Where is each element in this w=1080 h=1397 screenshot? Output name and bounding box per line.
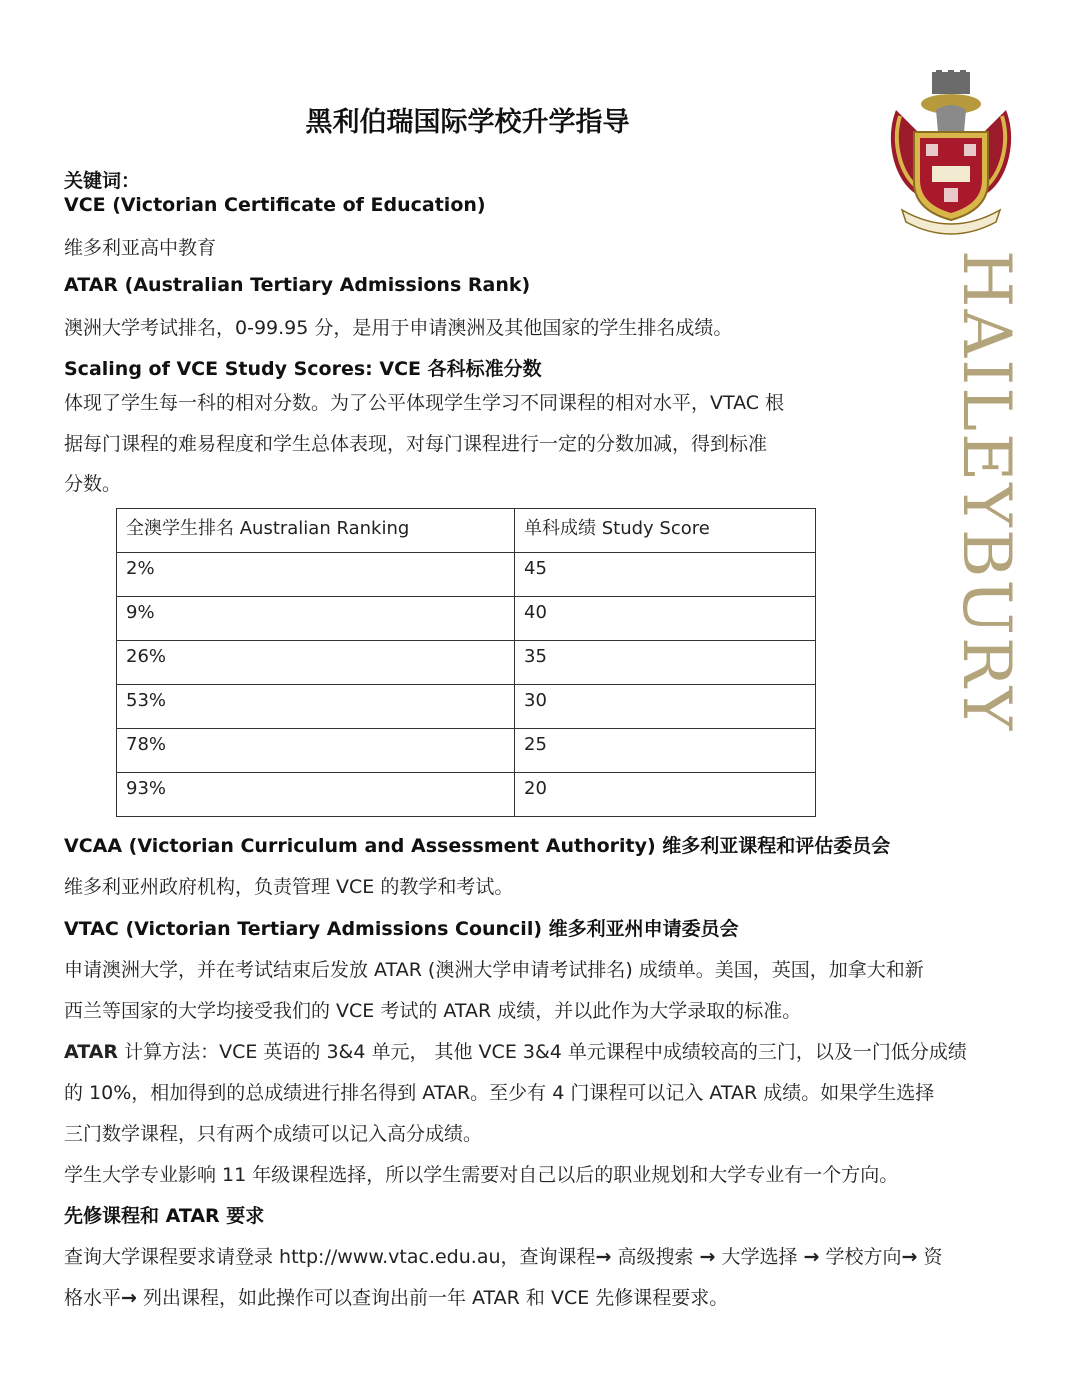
arrow-icon: → xyxy=(699,1246,716,1268)
vce-term: VCE (Victorian Certificate of Education) xyxy=(64,194,486,216)
score-cell: 25 xyxy=(515,729,816,773)
score-cell: 35 xyxy=(515,641,816,685)
atar-calc-label: ATAR xyxy=(64,1041,119,1063)
step-text: 大学选择 xyxy=(715,1246,804,1268)
vcaa-term: VCAA (Victorian Curriculum and Assessment Authority) 维多利亚课程和评估委员会 xyxy=(64,835,891,857)
page-title: 黑利伯瑞国际学校升学指导 xyxy=(305,107,630,138)
ranking-cell: 26% xyxy=(117,641,515,685)
prereq-term: 先修课程和 ATAR 要求 xyxy=(64,1205,265,1227)
table-header-row xyxy=(117,509,816,553)
vtac-line: 申请澳洲大学，并在考试结束后发放 ATAR (澳洲大学申请考试排名) 成绩单。美国，英国，加拿大和新 xyxy=(64,959,924,981)
prereq-line xyxy=(64,1242,942,1269)
step-text: 资 xyxy=(917,1246,943,1268)
column-header-ranking: 全澳学生排名 Australian Ranking xyxy=(117,509,515,553)
atar-calc-line: 三门数学课程，只有两个成绩可以记入高分成绩。 xyxy=(64,1123,483,1145)
score-cell: 45 xyxy=(515,553,816,597)
atar-term: ATAR (Australian Tertiary Admissions Rank) xyxy=(64,274,531,296)
score-cell: 20 xyxy=(515,773,816,817)
table-row xyxy=(117,685,816,729)
prereq-text: 列出课程，如此操作可以查询出前一年 ATAR 和 VCE 先修课程要求。 xyxy=(136,1287,729,1309)
scaling-term: Scaling of VCE Study Scores: VCE 各科标准分数 xyxy=(64,358,542,380)
ranking-cell: 9% xyxy=(117,597,515,641)
vce-desc: 维多利亚高中教育 xyxy=(64,237,217,259)
scaling-line: 体现了学生每一科的相对分数。为了公平体现学生学习不同课程的相对水平，VTAC 根 xyxy=(64,392,785,414)
vtac-term: VTAC (Victorian Tertiary Admissions Council) 维多利亚州申请委员会 xyxy=(64,918,739,940)
scaling-line: 分数。 xyxy=(64,473,122,495)
ranking-cell: 93% xyxy=(117,773,515,817)
haileybury-crest-logo xyxy=(886,70,1016,240)
step-text: 学校方向 xyxy=(819,1246,902,1268)
score-cell: 40 xyxy=(515,597,816,641)
atar-calc-text: 计算方法：VCE 英语的 3&4 单元， 其他 VCE 3&4 单元课程中成绩较高的三门，以及一门低分成绩 xyxy=(118,1041,967,1063)
scaling-line: 据每门课程的难易程度和学生总体表现，对每门课程进行一定的分数加减，得到标准 xyxy=(64,433,768,455)
step-text: 格水平 xyxy=(64,1287,122,1309)
arrow-icon: → xyxy=(803,1246,820,1268)
major-advice-line: 学生大学专业影响 11 年级课程选择，所以学生需要对自己以后的职业规划和大学专业有一个方向。 xyxy=(64,1164,899,1186)
prereq-line xyxy=(64,1283,728,1310)
table-row xyxy=(117,553,816,597)
arrow-icon: → xyxy=(901,1246,918,1268)
table-row xyxy=(117,773,816,817)
table-row xyxy=(117,729,816,773)
keywords-label: 关键词： xyxy=(64,170,141,192)
arrow-icon: → xyxy=(595,1246,612,1268)
vcaa-desc: 维多利亚州政府机构，负责管理 VCE 的教学和考试。 xyxy=(64,876,514,898)
ranking-cell: 2% xyxy=(117,553,515,597)
step-text: 高级搜索 xyxy=(611,1246,700,1268)
prereq-text: 查询大学课程要求请登录 http://www.vtac.edu.au，查询课程 xyxy=(64,1246,596,1268)
table-row xyxy=(117,597,816,641)
ranking-cell: 78% xyxy=(117,729,515,773)
atar-calc-line: 的 10%，相加得到的总成绩进行排名得到 ATAR。至少有 4 门课程可以记入 ATAR 成绩。如果学生选择 xyxy=(64,1082,935,1104)
arrow-icon: → xyxy=(121,1287,137,1309)
ranking-cell: 53% xyxy=(117,685,515,729)
ranking-table xyxy=(116,508,816,817)
vtac-line: 西兰等国家的大学均接受我们的 VCE 考试的 ATAR 成绩，并以此作为大学录取的标准。 xyxy=(64,1000,802,1022)
column-header-score: 单科成绩 Study Score xyxy=(515,509,816,553)
table-row xyxy=(117,641,816,685)
atar-desc: 澳洲大学考试排名，0-99.95 分，是用于申请澳洲及其他国家的学生排名成绩。 xyxy=(64,317,733,339)
score-cell: 30 xyxy=(515,685,816,729)
haileybury-wordmark: HAILEYBURY xyxy=(948,250,1025,733)
atar-calc-line xyxy=(64,1037,967,1064)
